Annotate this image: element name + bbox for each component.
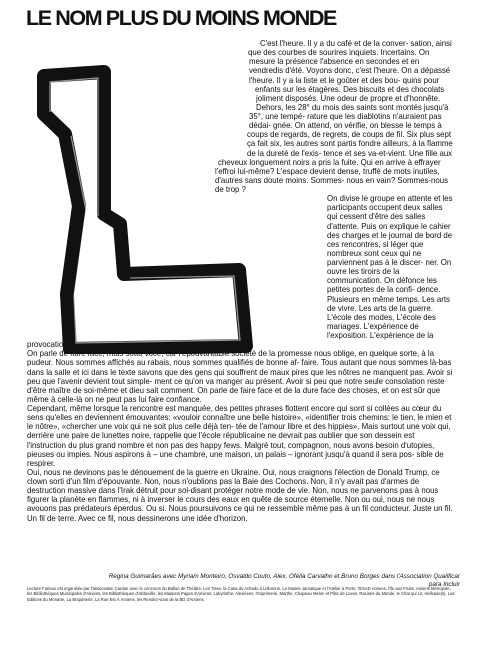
paragraph: Cependant, même lorsque la rencontre est manquée, des petites phrases flottent encore qui sont si collées au cœur du sens qu'elles en deviennent émouvantes: «vouloir connaître une belle histoire», «identifier trois chemins: le tien, le mien et le nôtre», «chercher une voix qui ne soit plus celle déjà ten- tée de l'amour libre et des hippies». Mais surtout une voix qui, derrière une paire de lunettes noire, rappelle que l'école républicaine ne devrait pas oublier que son dessein est l'instruction du plus grand nombre et non pas des happy fews. Malgré tout, compagnon, nous avons besoin d'utopies, pieuses ou impies. Nous aspirons à – une chambre, une maison, un palais – ignorant jusqu'à quand il sera pos- sible de respirer. (27, 404, 452, 468)
paragraph: On parle de faire face, mais sotto voce, car l'épouvantable société de la promesse nous oblige, en quelque sorte, à la pudeur. Nous sommes affichés au rabais, nous sommes qualifiés de bonne af- faire. Tous autant que nous sommes là-bas dans la salle et ici dans le texte savons que des gens qui souffrent de maux pires que les nôtres ne manquent pas. Avoir si peu que l'avenir devient tout simple- ment ce qu'on va manger au présent. Avoir si peu que notre seule consolation reste d'être maître de soi-même et dieu sait comment. On parle de faire face et de la dure face des choses, et on est sûr que même à celle-là on ne peut pas lui faire confiance. (27, 349, 453, 404)
organizer-footnote: Lecture Furieux est organisée par l'association Cardan avec le concours du Ballon de Théâtre, Les Tisse, la Casa do Achado à Lisbonne, Le Musée Jamatique et l'Atelier à Porto, l'ESAD Amiens, l'île aux Fruits, Amiens Métropole, les Bibliothèques Municipales d'Amiens, les Bibliothèques d'Abbeville, les Maisons Pages d'Amiens, Labyrinthe, Alexiéens, l'Imprimerie, Marthe, Chapeau Melon et Pâte de Loxes, Racines du Monde, le Chat qui Lit, Hellcase(s), Les Editions du Monarte, La Briqueterie, La Rue Est À Amiens, les Rendez-vous de la BD d'Amiens. (27, 586, 455, 602)
page-title: LE NOM PLUS DU MOINS MONDE (26, 6, 336, 30)
paragraph: C'est l'heure. Il y a du café et de la conver- sation, ainsi que des courbes de sourires inquiets. Incertains. On mesure la présence l'absence en secondes et en vendredis d'été. Voyons donc, c'est l'heure. On a dépassé l'heure. Il y a la liste et le goûter et des bou- quins pour enfants sur les étagères. Des biscuits et des chocolats joliment disposés. Une odeur de propre et d'honnête. Dehors, les 28° du mois des saints sont montés jusqu'à 35°, une tempé- rature que les diablotins n'auraient pas dédai- gnée. On attend, on vérifie, on blesse le temps à coups de regards, de regrets, de coups de fil. Six plus sept ça fait six, les autres sont partis fondre ailleurs, à la flamme de la dureté de l'exis- tence et ses va-et-vient. Une fille aux cheveux longuement noirs a pris la fuite. Qui en arrive à effrayer l'effroi lui-même? L'espace devient dense, truffé de mots inutiles, d'autres sans doute moins. Sommes- nous en vain? Sommes-nous de trop ? (215, 39, 453, 194)
paragraph: On divise le groupe en attente et les participants occupent deux salles qui cessent d'être des salles d'attente. Puis on explique le cahier des charges et le journal de bord de ces rencontres, si léger que nombreux sont ceux qui ne parviennent pas à le discer- ner. On ouvre les tiroirs de la communication. On défonce les petites portes de la confi- dence. Plusieurs en même temps. Les arts de vivre. Les arts de la guerre. L'école des modes, L'école des mariages. L'expérience de l'exposition. L'expérience de la provocation. (27, 194, 453, 350)
author-credits: Regina Guimarães avec Myriam Monteiro, Osvaldo Couto, Alex, Ofélia Carvalho et Bruno Borges dans l'Association Qualificar para Incluir (108, 573, 460, 588)
article-body (27, 39, 453, 523)
paragraph: Oui, nous ne devinons pas le dénouement de la guerre en Ukraine. Oui, nous craignons l'élection de Donald Trump, ce clown sorti d'un film d'épouvante. Non, nous n'oublions pas la Baie des Cochons. Non, il n'y avait pas d'armes de destruction massive dans l'Irak détruit pour soi-disant protéger notre mode de vie. Non, nous ne parvenons pas à nous figurer la planète en flammes, ni à inverser le cours des eaux en quête de source éternelle. Non ou oui, nous ne nous avouons pas prédateurs éperdus. Ou si. Nous poursuivons ce qui ne ressemble même pas à un fil conducteur. Juste un fil. Un fil de terre. Avec ce fil, nous dessinerons une idée d'horizon. (27, 467, 453, 523)
